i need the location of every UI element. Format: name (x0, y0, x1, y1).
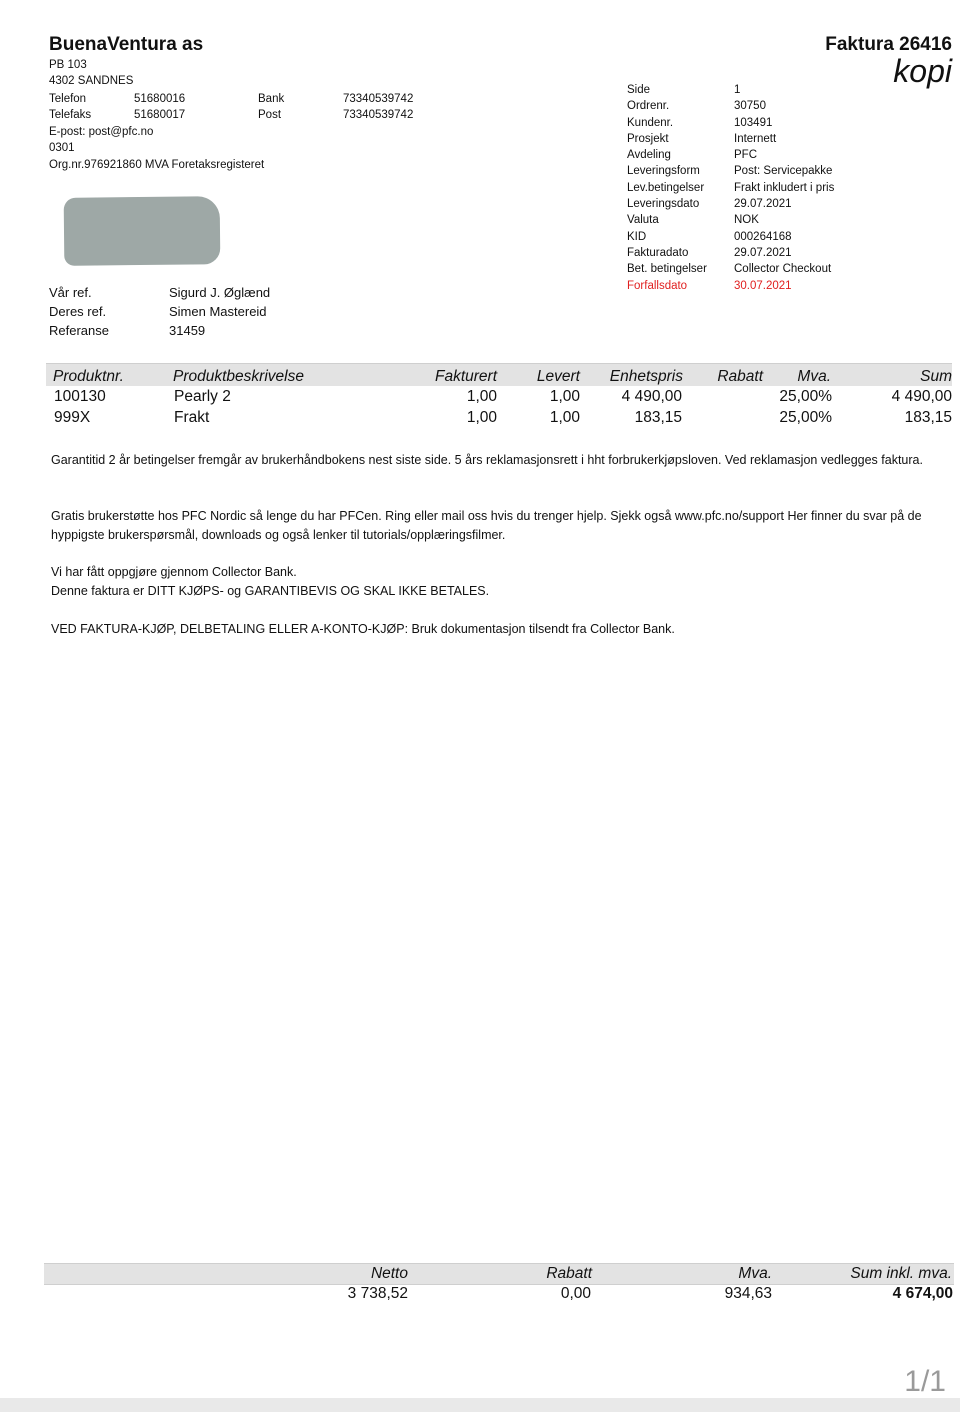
invoice-title: Faktura 26416 (825, 34, 952, 55)
total-col-vat: Mva. (738, 1265, 772, 1282)
total-discount: 0,00 (560, 1285, 591, 1302)
table-header (46, 363, 952, 386)
cell-description: Frakt (174, 409, 210, 426)
meta-value: Internett (734, 132, 777, 145)
meta-value: 1 (734, 84, 741, 96)
meta-value: 29.07.2021 (734, 198, 792, 211)
meta-label: Prosjekt (627, 132, 669, 145)
settlement-line: Vi har fått oppgjøre gjennom Collector Bank. (51, 565, 297, 579)
meta-label: Avdeling (627, 149, 671, 162)
cell-vat: 25,00% (779, 409, 832, 426)
total-col-net: Netto (370, 1265, 408, 1282)
ref-value: Simen Mastereid (169, 304, 267, 319)
settlement-note (51, 563, 931, 600)
total-sum: 4 674,00 (892, 1285, 953, 1302)
col-delivered: Levert (536, 368, 580, 385)
fax-label: Telefaks (49, 109, 92, 122)
company-details (49, 124, 264, 173)
meta-value: Collector Checkout (734, 263, 832, 276)
ref-label: Vår ref. (49, 285, 92, 300)
totals-values (44, 1285, 954, 1307)
instruction-note: VED FAKTURA-KJØP, DELBETALING ELLER A-KONTO-KJØP: Bruk dokumentasjon tilsendt fra Collector Bank. (51, 622, 675, 636)
col-sum: Sum (920, 368, 952, 385)
meta-label: Valuta (627, 214, 659, 227)
cell-product-no: 100130 (54, 388, 106, 405)
meta-label: Bet. betingelser (627, 263, 707, 276)
meta-value: 29.07.2021 (734, 246, 792, 259)
meta-value: PFC (734, 149, 757, 162)
col-vat: Mva. (797, 368, 831, 385)
meta-value: 000264168 (734, 230, 792, 243)
meta-value: 103491 (734, 116, 773, 129)
company-address (49, 57, 133, 90)
email-text: E-post: post@pfc.no (49, 126, 154, 138)
company-code: 0301 (49, 142, 75, 155)
meta-label: Ordrenr. (627, 100, 670, 113)
col-description: Produktbeskrivelse (173, 368, 304, 385)
total-col-discount: Rabatt (546, 1265, 592, 1282)
ref-value: 31459 (169, 323, 206, 338)
due-date-label: Forfallsdato (627, 279, 688, 292)
phone-value: 51680016 (134, 93, 186, 105)
col-unit-price: Enhetspris (609, 368, 683, 385)
total-net: 3 738,52 (347, 1285, 408, 1302)
meta-label: Fakturadato (627, 246, 689, 259)
meta-label: Leveringsdato (627, 198, 700, 211)
copy-label: kopi (893, 53, 952, 89)
total-col-total: Sum inkl. mva. (850, 1265, 952, 1282)
ref-label: Deres ref. (49, 304, 107, 319)
table-row (46, 409, 952, 430)
cell-sum: 183,15 (904, 409, 952, 426)
cell-vat: 25,00% (779, 388, 832, 405)
col-discount: Rabatt (717, 368, 763, 385)
meta-value: 30750 (734, 100, 766, 113)
total-vat: 934,63 (724, 1285, 772, 1302)
company-name: BuenaVentura as (49, 34, 204, 55)
table-row (46, 388, 952, 409)
post-value: 73340539742 (343, 109, 414, 122)
bank-label: Bank (258, 93, 285, 105)
meta-label: KID (627, 230, 647, 243)
col-product-no: Produktnr. (53, 368, 124, 385)
totals-header (44, 1263, 954, 1285)
post-label: Post (258, 109, 282, 122)
cell-unit-price: 4 490,00 (621, 388, 682, 405)
warranty-note: Garantitid 2 år betingelser fremgår av brukerhåndbokens nest siste side. 5 års reklamasjonsrett i hht forbrukerkjøpsloven. Ved reklamasjon vedlegges faktura. (51, 453, 923, 467)
bank-value: 73340539742 (343, 93, 414, 105)
ref-value: Sigurd J. Øglænd (169, 285, 271, 300)
meta-label: Leveringsform (627, 165, 700, 178)
meta-label: Kundenr. (627, 116, 674, 129)
phone-label: Telefon (49, 93, 87, 105)
cell-product-no: 999X (54, 409, 91, 426)
meta-value: Post: Servicepakke (734, 165, 833, 178)
org-number: Org.nr.976921860 MVA Foretaksregisteret (49, 158, 265, 171)
address-line: 4302 SANDNES (49, 75, 134, 88)
viewer-bottom-bar (0, 1398, 960, 1412)
cell-delivered: 1,00 (549, 388, 580, 405)
due-date-value: 30.07.2021 (734, 279, 792, 292)
meta-value: Frakt inkludert i pris (734, 181, 835, 194)
page-indicator: 1/1 (904, 1365, 946, 1398)
meta-label: Side (627, 84, 651, 96)
address-line: PB 103 (49, 59, 87, 71)
cell-description: Pearly 2 (174, 388, 231, 405)
cell-sum: 4 490,00 (891, 388, 952, 405)
fax-value: 51680017 (134, 109, 186, 122)
cell-invoiced: 1,00 (466, 388, 497, 405)
meta-value: NOK (734, 214, 759, 227)
meta-label: Lev.betingelser (627, 181, 705, 194)
col-invoiced: Fakturert (434, 368, 497, 385)
cell-invoiced: 1,00 (466, 409, 497, 426)
support-note: Gratis brukerstøtte hos PFC Nordic så lenge du har PFCen. Ring eller mail oss hvis du trenger hjelp. Sjekk også www.pfc.no/support Her finner du svar på de hyppigste brukerspørsmål, downloads og også lenker til tutorials/opplæringsfilmer. (51, 509, 922, 542)
cell-unit-price: 183,15 (634, 409, 682, 426)
cell-delivered: 1,00 (549, 409, 580, 426)
ref-label: Referanse (49, 323, 109, 338)
settlement-line: Denne faktura er DITT KJØPS- og GARANTIBEVIS OG SKAL IKKE BETALES. (51, 583, 490, 598)
redacted-address (64, 196, 221, 266)
